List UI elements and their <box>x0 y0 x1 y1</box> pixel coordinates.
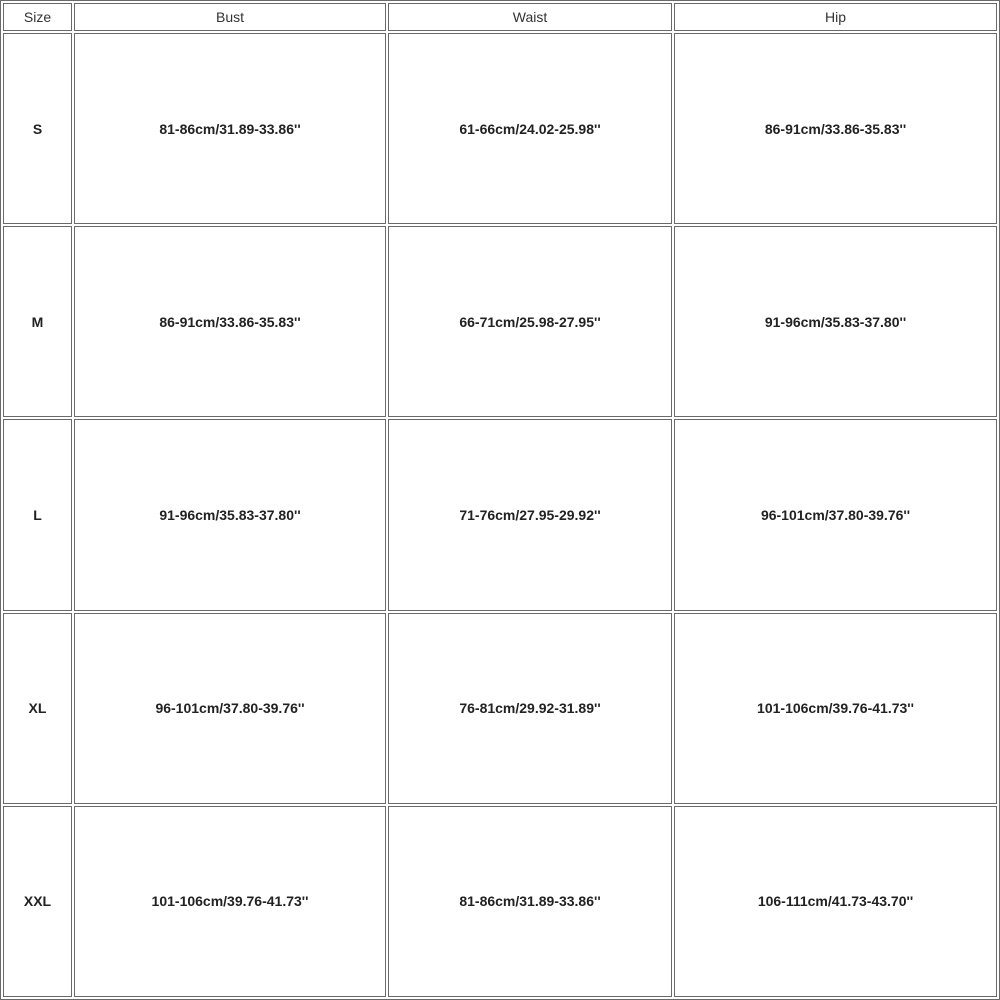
cell-waist: 76-81cm/29.92-31.89'' <box>388 613 672 804</box>
cell-hip: 106-111cm/41.73-43.70'' <box>674 806 997 997</box>
cell-waist: 61-66cm/24.02-25.98'' <box>388 33 672 224</box>
cell-hip: 101-106cm/39.76-41.73'' <box>674 613 997 804</box>
cell-bust: 96-101cm/37.80-39.76'' <box>74 613 386 804</box>
cell-waist: 71-76cm/27.95-29.92'' <box>388 419 672 610</box>
table-row <box>3 419 997 610</box>
cell-bust: 91-96cm/35.83-37.80'' <box>74 419 386 610</box>
cell-bust: 86-91cm/33.86-35.83'' <box>74 226 386 417</box>
header-waist: Waist <box>388 3 672 31</box>
header-size: Size <box>3 3 72 31</box>
table-row <box>3 806 997 997</box>
cell-hip: 91-96cm/35.83-37.80'' <box>674 226 997 417</box>
cell-size: XL <box>3 613 72 804</box>
table-header-row <box>3 3 997 31</box>
cell-hip: 86-91cm/33.86-35.83'' <box>674 33 997 224</box>
table-row <box>3 613 997 804</box>
header-hip: Hip <box>674 3 997 31</box>
table-row <box>3 226 997 417</box>
cell-size: XXL <box>3 806 72 997</box>
table-row <box>3 33 997 224</box>
cell-bust: 101-106cm/39.76-41.73'' <box>74 806 386 997</box>
cell-size: L <box>3 419 72 610</box>
cell-size: S <box>3 33 72 224</box>
cell-waist: 81-86cm/31.89-33.86'' <box>388 806 672 997</box>
cell-hip: 96-101cm/37.80-39.76'' <box>674 419 997 610</box>
cell-waist: 66-71cm/25.98-27.95'' <box>388 226 672 417</box>
header-bust: Bust <box>74 3 386 31</box>
cell-bust: 81-86cm/31.89-33.86'' <box>74 33 386 224</box>
cell-size: M <box>3 226 72 417</box>
